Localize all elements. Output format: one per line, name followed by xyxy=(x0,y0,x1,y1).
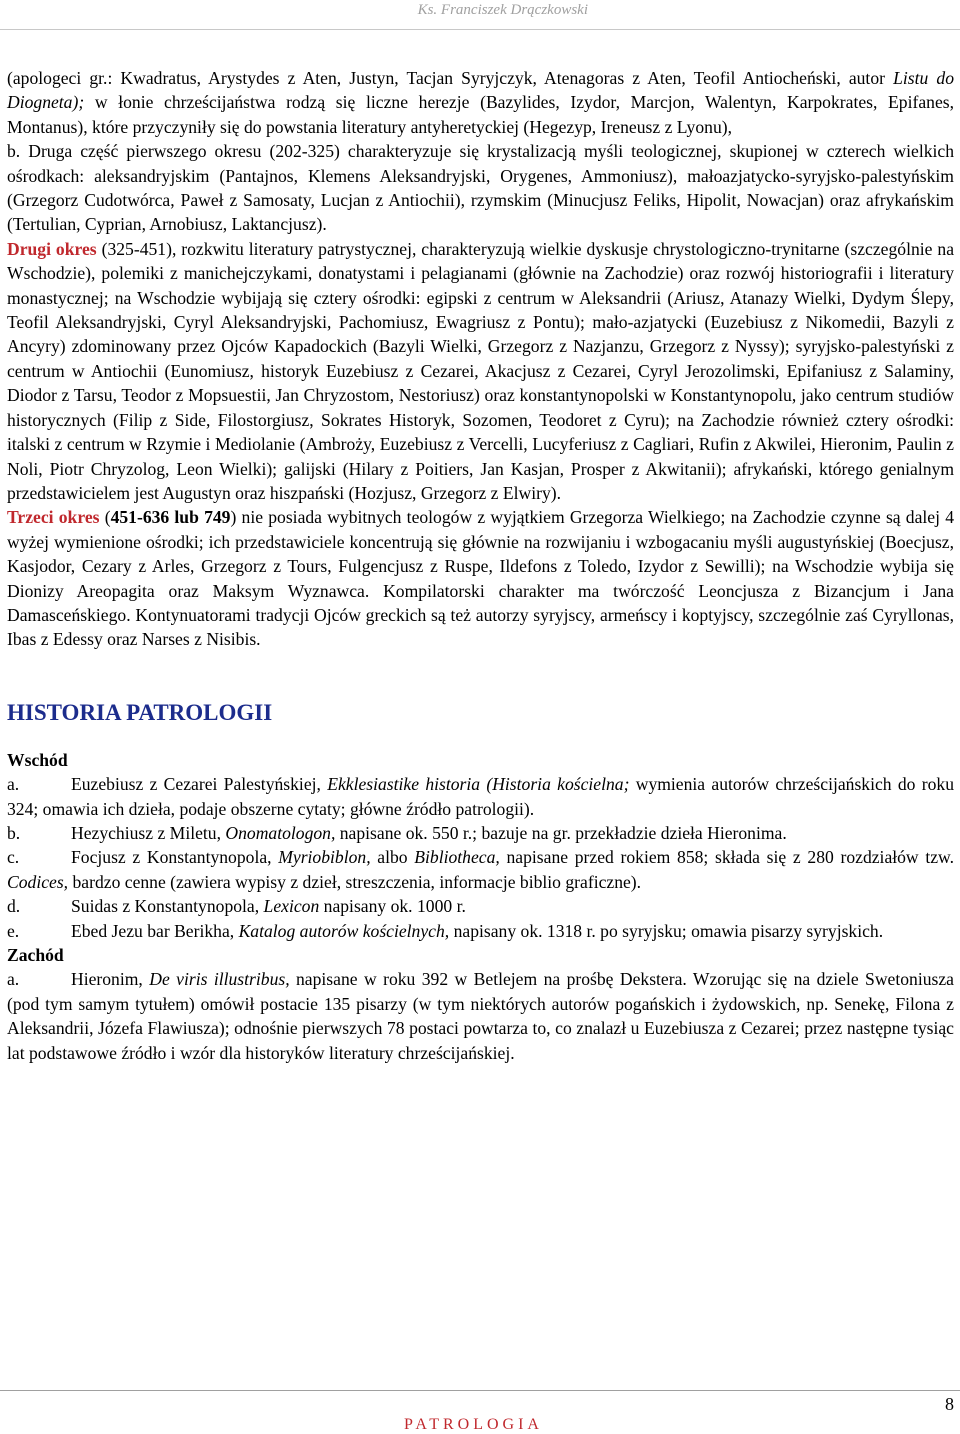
text-run: Hieronim, xyxy=(71,969,150,990)
paragraph-apologists xyxy=(7,66,954,139)
list-item xyxy=(7,894,954,918)
italic-title: Onomatologon, xyxy=(225,822,336,843)
italic-title: Listu do Diogneta); xyxy=(7,68,954,113)
text-run: bardzo cenne (zawiera wypisy z dzieł, streszczenia, informacje biblio graficzne). xyxy=(68,871,642,892)
italic-title: Ekklesiastike historia (Historia kościelna; xyxy=(327,774,630,795)
footer-title: PATROLOGIA xyxy=(404,1416,543,1433)
text-run: napisane przed rokiem 858; składa się z 280 rozdziałów tzw. xyxy=(499,847,954,868)
list-marker: d. xyxy=(7,896,21,917)
page-number: 8 xyxy=(945,1394,954,1414)
text-run: ( xyxy=(99,507,111,528)
text-run: albo xyxy=(370,847,415,868)
footer-rule xyxy=(0,1390,960,1391)
text-run: Hezychiusz z Miletu, xyxy=(71,822,226,843)
running-header: Ks. Franciszek Drączkowski xyxy=(417,2,588,18)
text-run: w łonie chrześcijaństwa rodzą się liczne herezje (Bazylides, Izydor, Marcjon, Walentyn, Karpokrates, Epifanes, Montanus), które przyczyniły się do powstania literatury antyheretyckiej (Hegezyp, Ireneusz z Lyonu), xyxy=(7,92,954,137)
section-title: HISTORIA PATROLOGII xyxy=(7,699,273,725)
main-text xyxy=(7,66,954,1065)
period-heading: Drugi okres xyxy=(7,238,97,259)
list-marker: c. xyxy=(7,847,20,868)
text-run: Ebed Jezu bar Berikha, xyxy=(71,920,239,941)
italic-title: Bibliotheca, xyxy=(414,847,500,868)
text-run: Suidas z Konstantynopola, xyxy=(71,896,264,917)
text-run: ) nie posiada wybitnych teologów z wyjątkiem Grzegorza Wielkiego; na Zachodzie czynne są dalej 4 wyżej wymienione ośrodki; ich przedstawiciele koncentrują się głównie na rozwijaniu i wzbogacaniu myśli augustyńskiej (Boecjusz, Kasjodor, Cezary z Arles, Grzegorz z Tours, Fulgencjusz z Ruspe, Ildefons z Toledo, Izydor z Sewilli); na Wschodzie wybija się Dionizy Areopagita oraz Maksym Wyznawca. Kompilatorski charakter ma twórczość Leoncjusza z Bizancjum i Jana Damasceńskiego. Kontynuatorami tradycji Ojców greckich są też autorzy syryjscy, armeńscy i koptyjscy, szczególnie zaś Cyryllonas, Ibas z Edessy oraz Narses z Nisibis. xyxy=(7,507,955,650)
text-run: napisane w roku 392 w Betlejem na prośbę Dekstera. Wzorując się na dziele Swetoniusza (pod tym samym tytułem) omówił postacie 135 pisarzy (w tym niektórych autorów pogańskich i żydowskich, np. Senekę, Filona z Aleksandrii, Józefa Flawiusza); odnośnie pierwszych 78 postaci powtarza to, co znalazł u Euzebiusza z Cezarei; przez następne tysiąc lat podstawowe źródło i wzór dla historyków literatury chrześcijańskiej. xyxy=(7,969,954,1063)
period-heading: Trzeci okres xyxy=(7,507,100,528)
text-run: Euzebiusz z Cezarei Palestyńskiej, xyxy=(71,774,328,795)
list-item xyxy=(7,967,954,1065)
text-run: Focjusz z Konstantynopola, xyxy=(71,847,279,868)
text-run: napisane ok. 550 r.; bazuje na gr. przekładzie dzieła Hieronima. xyxy=(335,822,787,843)
subheading-zachod: Zachód xyxy=(7,945,64,965)
italic-title: Lexicon xyxy=(263,896,320,917)
list-item xyxy=(7,772,954,821)
list-marker: a. xyxy=(7,774,20,795)
text-run: napisany ok. 1318 r. po syryjsku; omawia pisarzy syryjskich. xyxy=(449,920,884,941)
paragraph-drugi-okres xyxy=(7,237,954,505)
text-run: (apologeci gr.: Kwadratus, Arystydes z Aten, Justyn, Tacjan Syryjczyk, Atenagoras z Aten, Teofil Antiocheński, autor xyxy=(7,68,894,88)
list-marker: a. xyxy=(7,969,20,990)
text-run: (325-451), rozkwitu literatury patrystycznej, charakteryzują wielkie dyskusje chrystologiczno-trynitarne (szczególnie na Wschodzie), polemiki z manichejczykami, donatystami i pelagianami (głównie na Zachodzie) oraz rozwój historiografii i literatury monastycznej; na Wschodzie wybijają się cztery ośrodki: egipski z centrum w Aleksandrii (Ariusz, Atanazy Wielki, Dydym Ślepy, Teofil Aleksandryjski, Cyryl Aleksandryjski, Pachomiusz, Ewagriusz z Pontu); mało-azjatycki (Euzebiusz z Nikomedii, Bazyli z Ancyry) zdominowany przez Ojców Kapadockich (Bazyli Wielki, Grzegorz z Nazjanzu, Grzegorz z Nyssy); syryjsko-palestyński z centrum w Antiochii (Eunomiusz, historyk Euzebiusz z Cezarei, Akacjusz z Cezarei, Cyryl Jerozolimski, Epifaniusz z Salaminy, Diodor z Tarsu, Teodor z Mopsuestii, Jan Chryzostom, Nestoriusz) oraz konstantynopolski w Konstantynopolu, jako centrum studiów historycznych (Filip z Side, Filostorgiusz, Sokrates Historyk, Sozomen, Teodoret z Cyru); na Zachodzie również cztery ośrodki: italski z centrum w Rzymie i Mediolanie (Ambroży, Euzebiusz z Vercelli, Lucyferiusz z Cagliari, Rufin z Akwilei, Hieronim, Paulin z Noli, Piotr Chryzolog, Leon Wielki); galijski (Hilary z Poitiers, Jan Kasjan, Prosper z Akwitanii); afrykański, którego genialnym przedstawicielem jest Augustyn oraz hiszpański (Hozjusz, Grzegorz z Elwiry). xyxy=(7,238,954,503)
period-dates: 451-636 lub 749 xyxy=(110,507,231,528)
list-item xyxy=(7,845,954,894)
text-run: wymienia autorów chrześcijańskich do roku 324; omawia ich dzieła, podaje obszerne cytaty; główne źródło patrologii). xyxy=(7,774,954,819)
header-rule xyxy=(0,29,960,30)
italic-title: Codices, xyxy=(7,871,69,892)
list-marker: b. xyxy=(7,822,21,843)
list-marker: e. xyxy=(7,920,20,941)
text-run: b. Druga część pierwszego okresu (202-325) charakteryzuje się krystalizacją myśli teologicznej, skupionej w czterech wielkich ośrodkach: aleksandryjskim (Pantajnos, Klemens Aleksandryjski, Orygenes, Ammoniusz), małoazjatycko-syryjsko-palestyńskim (Grzegorz Cudotwórca, Paweł z Samosaty, Lucjan z Antiochii), rzymskim (Minucjusz Feliks, Hipolit, Nowacjan) oraz afrykańskim (Tertulian, Cyprian, Arnobiusz, Laktancjusz). xyxy=(7,141,954,235)
paragraph-trzeci-okres xyxy=(7,505,954,651)
paragraph-druga-czesc xyxy=(7,139,954,237)
list-item xyxy=(7,919,954,943)
italic-title: Katalog autorów kościelnych, xyxy=(238,920,450,941)
text-run: napisany ok. 1000 r. xyxy=(319,896,466,917)
subheading-wschod: Wschód xyxy=(7,749,68,770)
list-item xyxy=(7,821,954,845)
italic-title: De viris illustribus, xyxy=(149,969,290,990)
italic-title: Myriobiblon, xyxy=(278,847,371,868)
